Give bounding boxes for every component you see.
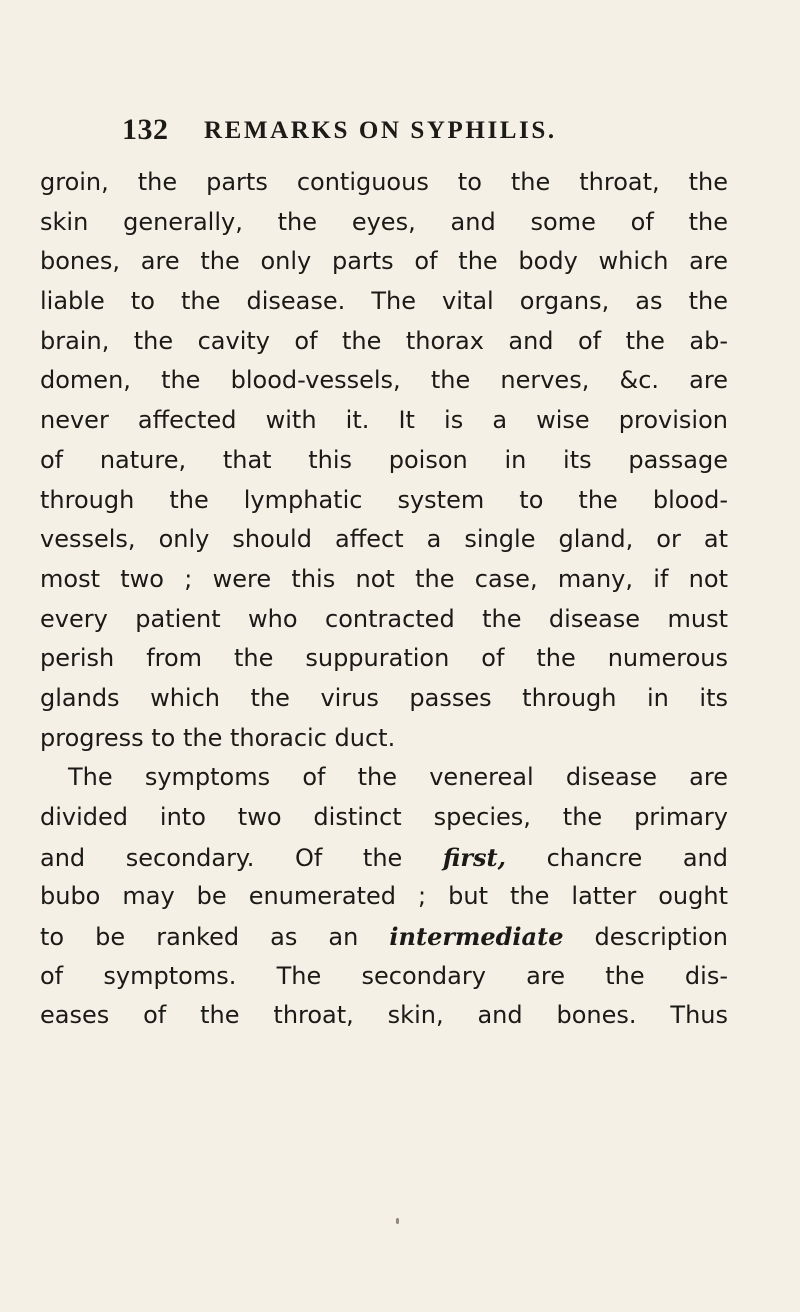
text-line: bubo may be enumerated ; but the latter ought (40, 882, 728, 911)
paragraph-end-line: progress to the thoracic duct. (40, 723, 396, 752)
text-line-with-emphasis (40, 917, 728, 957)
running-head: REMARKS ON SYPHILIS. (204, 117, 557, 144)
text-line: glands which the virus passes through in its (40, 683, 728, 712)
paragraph-start-line: The symptoms of the venereal disease are (68, 763, 728, 792)
text-line: every patient who contracted the disease must (40, 604, 728, 633)
text-line: vessels, only should affect a single gland, or at (40, 525, 728, 554)
text-line: domen, the blood-vessels, the nerves, &c. are (40, 366, 728, 395)
page-number: 132 (122, 113, 169, 146)
stray-ink-mark (396, 1218, 399, 1224)
text-line: of nature, that this poison in its passage (40, 445, 728, 474)
text-line: never affected with it. It is a wise provision (40, 406, 728, 435)
emphasis-intermediate: intermediate (389, 922, 564, 952)
text-line: bones, are the only parts of the body which are (40, 247, 728, 276)
text-line: divided into two distinct species, the primary (40, 803, 728, 831)
text-line: groin, the parts contiguous to the throat, the (40, 168, 728, 196)
text-line: most two ; were this not the case, many, if not (40, 564, 728, 593)
text-line: liable to the disease. The vital organs, as the (40, 287, 728, 316)
text-run: and secondary. Of the (40, 843, 443, 872)
text-line: of symptoms. The secondary are the dis- (40, 961, 728, 990)
page-header (122, 113, 682, 153)
text-line: eases of the throat, skin, and bones. Thus (40, 1001, 728, 1030)
text-line: brain, the cavity of the thorax and of the ab- (40, 326, 728, 355)
emphasis-first: first, (442, 842, 506, 872)
text-run: description (563, 923, 728, 952)
text-line: perish from the suppuration of the numerous (40, 644, 728, 673)
body-text (40, 163, 728, 1036)
text-line: skin generally, the eyes, and some of the (40, 207, 728, 236)
text-run: chancre and (505, 843, 728, 872)
text-run: to be ranked as an (40, 923, 390, 952)
text-line: through the lymphatic system to the blood- (40, 485, 728, 514)
text-line-with-emphasis (40, 838, 728, 878)
